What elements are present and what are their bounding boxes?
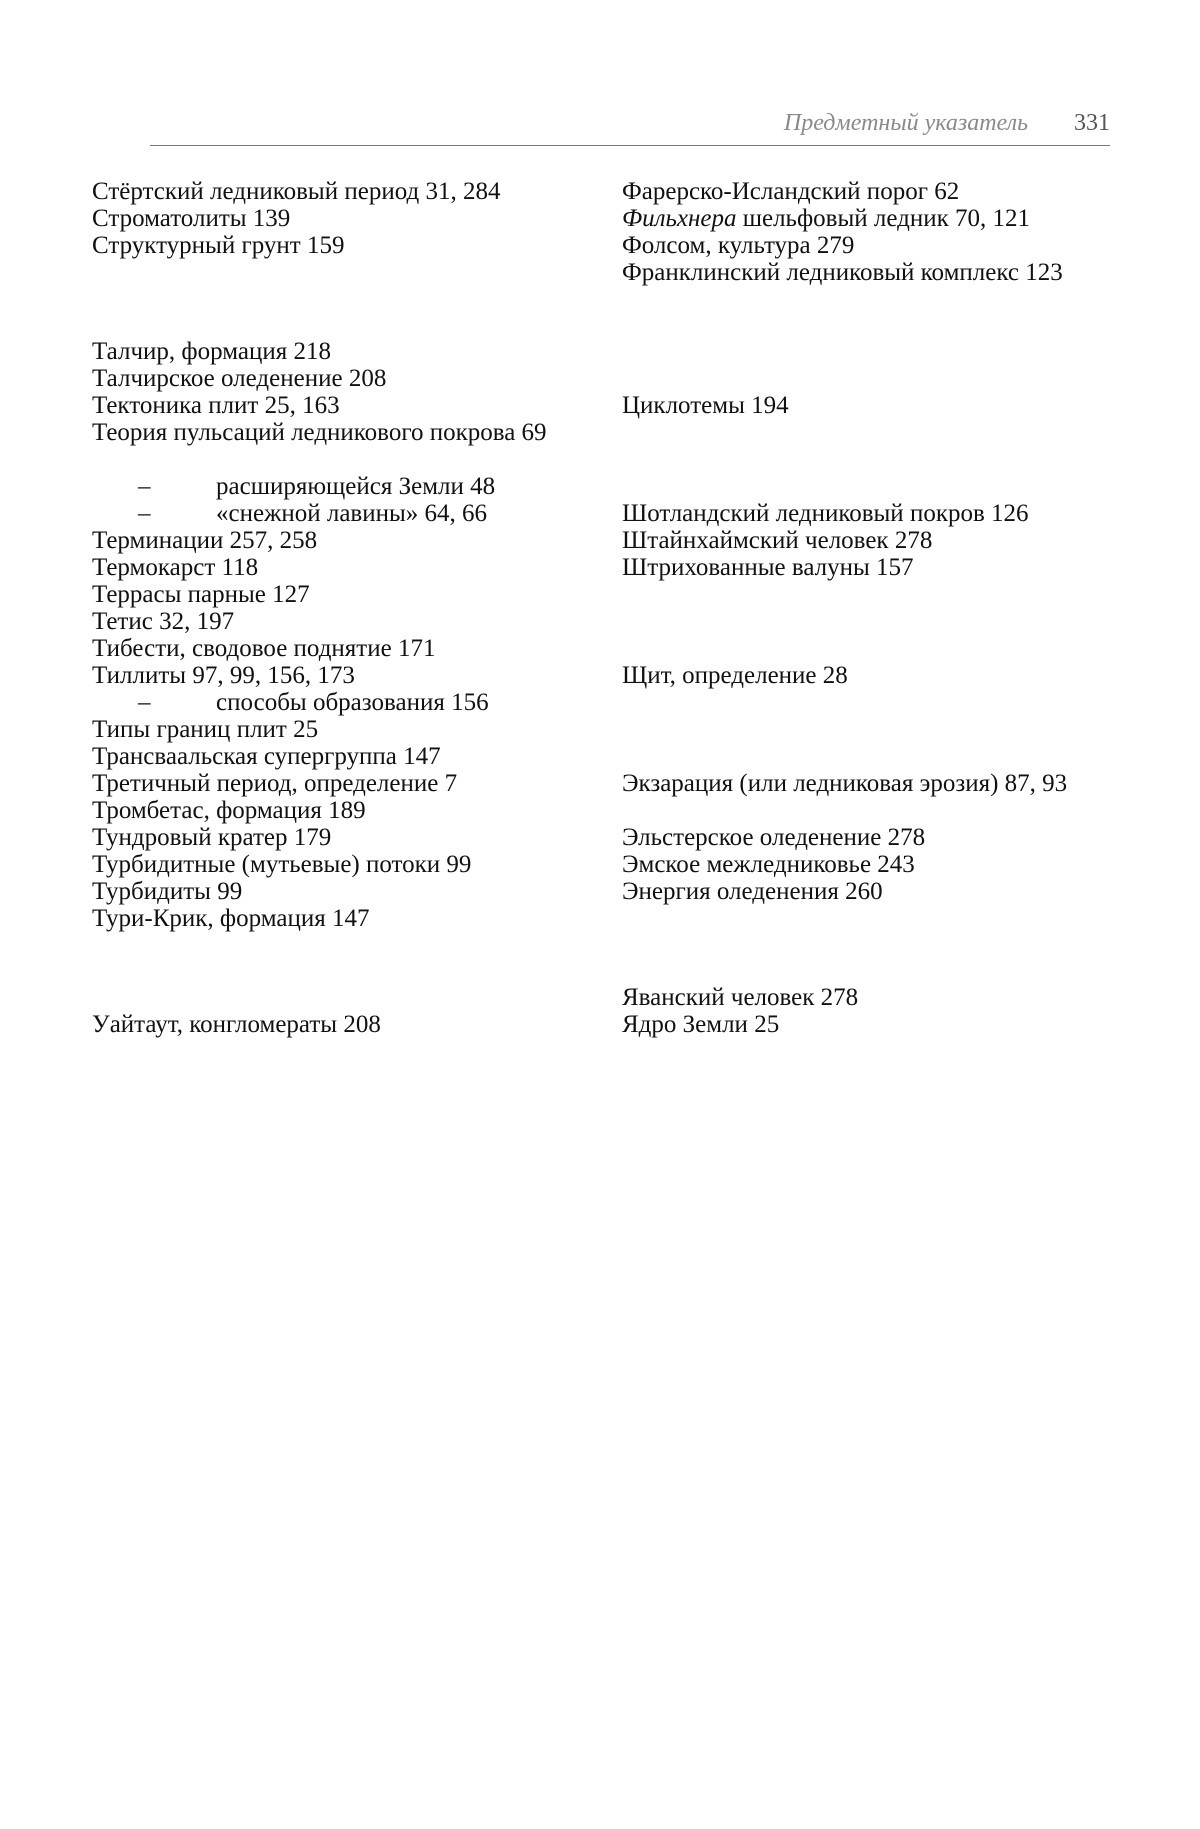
- index-entry: Штайнхаймский человек 278: [622, 527, 933, 554]
- index-entry: [622, 205, 1120, 232]
- index-entry: Экзарация (или ледниковая эрозия) 87, 93: [622, 770, 1068, 797]
- index-entry: Энергия оледенения 260: [622, 878, 883, 905]
- index-entry: Фарерско-Исландский порог 62: [622, 178, 960, 205]
- subentry-text: «снежной лавины» 64, 66: [216, 500, 488, 527]
- index-entry: Ядро Земли 25: [622, 1011, 780, 1038]
- index-entry: Щит, определение 28: [622, 662, 848, 689]
- index-entry: Тетис 32, 197: [92, 608, 235, 635]
- index-entry: Талчирское оледенение 208: [92, 365, 387, 392]
- running-header-title: Предметный указатель: [783, 110, 1028, 136]
- index-entry: Типы границ плит 25: [92, 716, 319, 743]
- index-entry: Тибести, сводовое поднятие 171: [92, 635, 436, 662]
- index-entry: Терминации 257, 258: [92, 527, 318, 554]
- index-entry: Талчир, формация 218: [92, 338, 331, 365]
- index-entry: Третичный период, определение 7: [92, 770, 458, 797]
- index-entry: Теория пульсаций ледникового покрова 69: [92, 419, 547, 446]
- index-entry: Тундровый кратер 179: [92, 824, 332, 851]
- index-entry: Фолсом, культура 279: [622, 232, 855, 259]
- index-subentry: [92, 689, 602, 716]
- index-entry-rest: шельфовый ледник 70, 121: [736, 205, 1031, 232]
- index-entry: Тури-Крик, формация 147: [92, 905, 370, 932]
- index-entry: Трансваальская супергруппа 147: [92, 743, 441, 770]
- index-entry: Структурный грунт 159: [92, 232, 345, 259]
- index-entry: Эмское межледниковье 243: [622, 851, 915, 878]
- index-entry: Уайтаут, конгломераты 208: [92, 1011, 381, 1038]
- running-header: [150, 108, 1110, 144]
- subentry-dash: –: [138, 500, 151, 527]
- subentry-dash: –: [138, 473, 151, 500]
- index-entry: Шотландский ледниковый покров 126: [622, 500, 1029, 527]
- index-entry: Турбидиты 99: [92, 878, 243, 905]
- index-entry: Террасы парные 127: [92, 581, 310, 608]
- index-entry: Строматолиты 139: [92, 205, 291, 232]
- index-entry-italic: Фильхнера: [622, 205, 737, 232]
- index-entry: Турбидитные (мутьевые) потоки 99: [92, 851, 472, 878]
- index-subentry: [92, 473, 602, 500]
- index-entry: Термокарст 118: [92, 554, 259, 581]
- index-entry: Франклинский ледниковый комплекс 123: [622, 259, 1063, 286]
- index-entry: Эльстерское оледенение 278: [622, 824, 926, 851]
- index-entry: Стёртский ледниковый период 31, 284: [92, 178, 501, 205]
- subentry-text: способы образования 156: [216, 689, 489, 716]
- index-entry: Штрихованные валуны 157: [622, 554, 914, 581]
- index-subentry: [92, 500, 602, 527]
- subentry-text: расширяющейся Земли 48: [216, 473, 496, 500]
- header-rule: [150, 145, 1110, 146]
- index-entry: Тиллиты 97, 99, 156, 173: [92, 662, 355, 689]
- index-entry: Тромбетас, формация 189: [92, 797, 366, 824]
- index-entry: Яванский человек 278: [622, 984, 859, 1011]
- index-entry: Циклотемы 194: [622, 392, 789, 419]
- index-entry: Тектоника плит 25, 163: [92, 392, 340, 419]
- subentry-dash: –: [138, 689, 151, 716]
- page-number: 331: [1074, 110, 1110, 136]
